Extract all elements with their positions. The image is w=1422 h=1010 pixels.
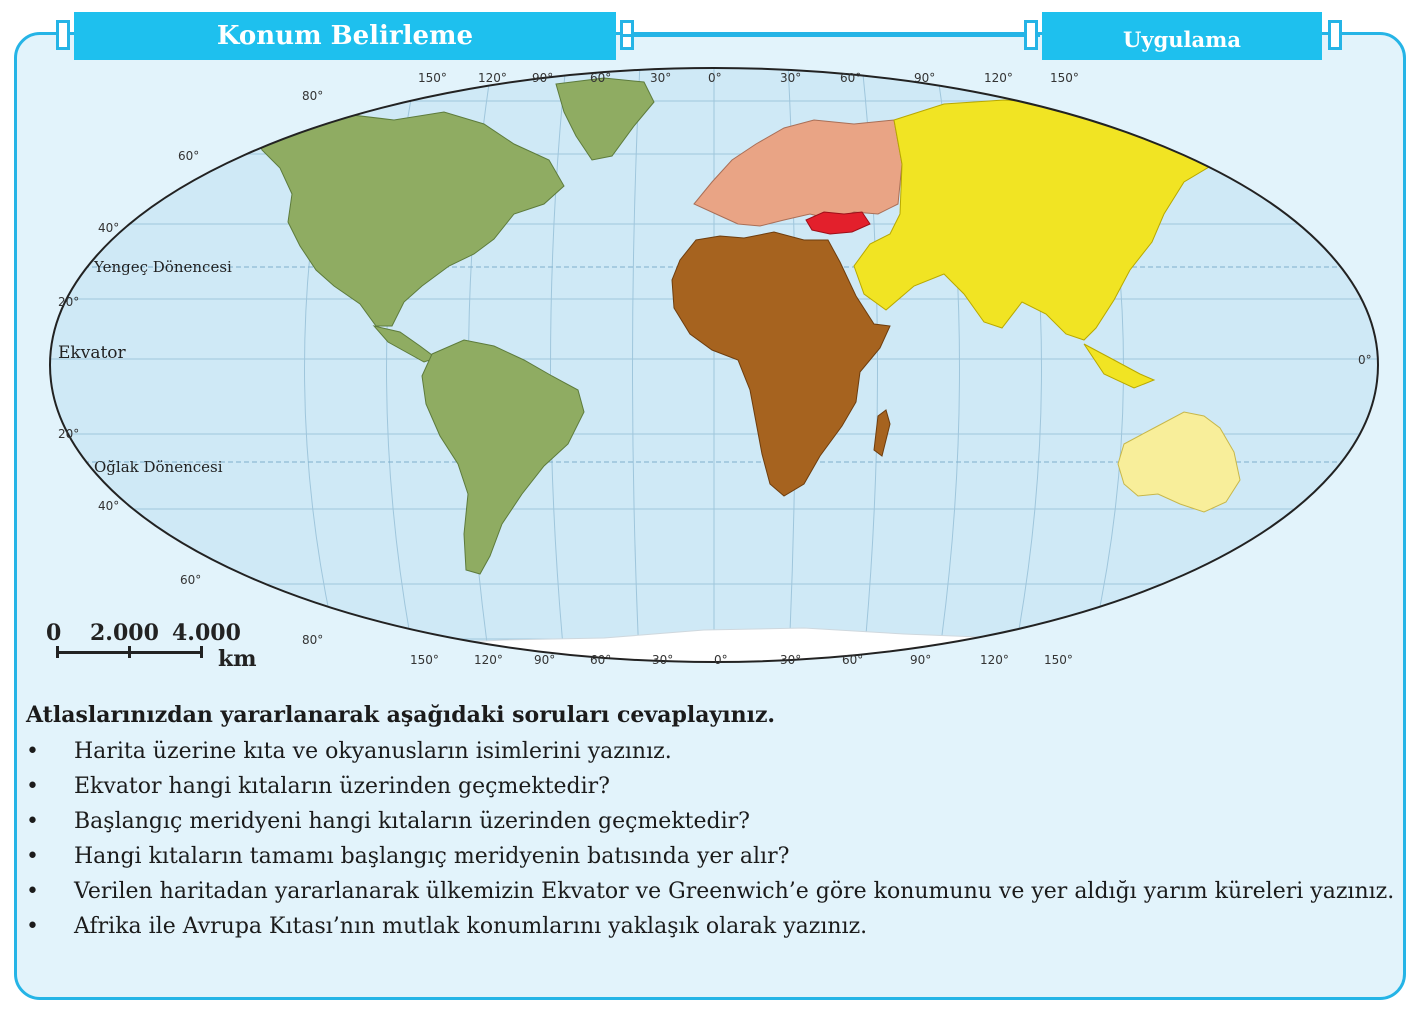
lon-bottom-9: 90° [910,653,932,667]
lon-top-1: 150° [418,71,447,85]
lon-top-3: 90° [532,71,554,85]
lat-60n: 60° [178,149,200,163]
tropic-of-capricorn-label: Oğlak Dönencesi [94,458,223,476]
lon-bottom-2: 120° [474,653,503,667]
lon-bottom-4: 60° [590,653,612,667]
questions-section [26,700,1396,944]
lon-bottom-10: 120° [980,653,1009,667]
lon-top-9: 90° [914,71,936,85]
scale-tick-max [200,646,203,658]
lon-top-5: 30° [650,71,672,85]
lat-0-right: 0° [1358,353,1372,367]
question-item: • Afrika ile Avrupa Kıtası’nın mutlak konumlarını yaklaşık olarak yazınız. [26,909,1396,944]
banner-right-cap-right [1328,20,1342,50]
question-item: • Ekvator hangi kıtaların üzerinden geçmektedir? [26,769,1396,804]
lon-top-7: 30° [780,71,802,85]
lon-top-4: 60° [590,71,612,85]
lon-bottom-3: 90° [534,653,556,667]
lat-20s: 20° [58,427,80,441]
lat-80n: 80° [302,89,324,103]
lat-80s: 80° [302,633,324,647]
scale-mid: 2.000 [90,620,159,646]
lat-40s: 40° [98,499,120,513]
lon-bottom-6: 0° [714,653,728,667]
activity-badge: Uygulama [1044,14,1320,58]
banner-left-cap [56,20,70,50]
header-connector [620,34,1040,37]
world-map [44,64,1384,678]
tropic-of-cancer-label: Yengeç Dönencesi [94,258,232,276]
question-item: • Başlangıç meridyeni hangi kıtaların üzerinden geçmektedir? [26,804,1396,839]
questions-list [26,734,1396,944]
questions-heading: Atlaslarınızdan yararlanarak aşağıdaki soruları cevaplayınız. [26,702,776,728]
lon-top-2: 120° [478,71,507,85]
scale-max: 4.000 [172,620,241,646]
scale-unit: km [218,646,257,672]
lat-40n: 40° [98,221,120,235]
lon-bottom-11: 150° [1044,653,1073,667]
question-item: • Harita üzerine kıta ve okyanusların isimlerini yazınız. [26,734,1396,769]
scale-tick-mid [128,646,131,658]
banner-right-cap [1024,20,1038,50]
scale-tick-0 [56,646,59,658]
scale-zero: 0 [46,620,62,646]
lon-top-6: 0° [708,71,722,85]
lon-bottom-8: 60° [842,653,864,667]
lon-top-8: 60° [840,71,862,85]
lat-20n: 20° [58,295,80,309]
lon-bottom-7: 30° [780,653,802,667]
question-item: • Verilen haritadan yararlanarak ülkemizin Ekvator ve Greenwich’e göre konumunu ve yer aldığı yarım küreleri yazınız. [26,874,1396,909]
lon-top-10: 120° [984,71,1013,85]
equator-label: Ekvator [58,343,126,363]
lon-bottom-1: 150° [410,653,439,667]
lon-bottom-5: 30° [652,653,674,667]
lon-top-11: 150° [1050,71,1079,85]
lat-60s: 60° [180,573,202,587]
map-scale [46,620,266,670]
section-title: Konum Belirleme [76,14,614,58]
question-item: • Hangi kıtaların tamamı başlangıç meridyenin batısında yer alır? [26,839,1396,874]
